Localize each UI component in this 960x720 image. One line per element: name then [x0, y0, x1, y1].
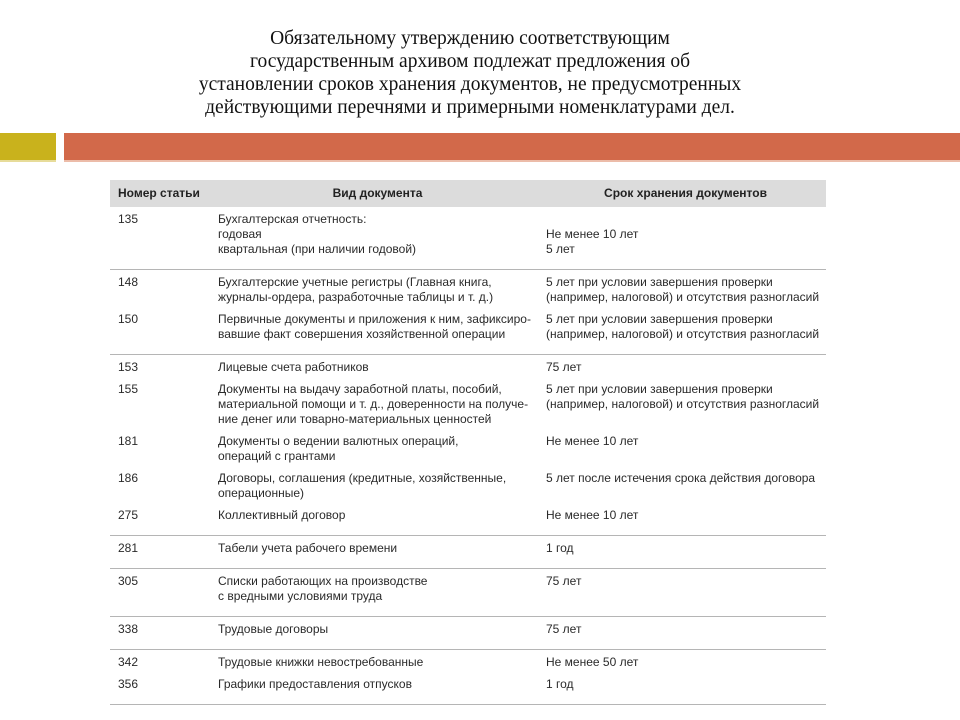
- document-type-line: с вредными условиями труда: [218, 589, 383, 603]
- retention-period-cell: [546, 360, 826, 375]
- retention-period-cell: [546, 434, 826, 464]
- retention-period-line: 1 год: [546, 541, 574, 555]
- article-number-cell: 275: [118, 508, 139, 522]
- document-type-cell: [210, 360, 546, 375]
- title-line: Обязательному утверждению соответствующим: [270, 28, 670, 49]
- table-row: [110, 274, 826, 311]
- decorative-bar: [64, 133, 960, 160]
- article-number-cell: 356: [118, 677, 139, 691]
- article-number-cell: 186: [118, 471, 139, 485]
- bar-divider: [57, 133, 63, 162]
- article-number-cell: 153: [118, 360, 139, 374]
- retention-period-cell: [546, 677, 826, 692]
- document-type-cell: [210, 212, 546, 257]
- table-row: [110, 621, 826, 643]
- article-number-cell: 150: [118, 312, 139, 326]
- retention-period-line: 5 лет: [546, 242, 575, 256]
- header-retention-period: Срок хранения документов: [604, 186, 767, 200]
- document-type-cell: [210, 382, 546, 427]
- decorative-bar-shadow: [64, 160, 960, 162]
- table-row: [110, 211, 826, 263]
- document-type-line: Графики предоставления отпусков: [218, 677, 412, 691]
- retention-period-cell: [546, 508, 826, 523]
- retention-period-line: (например, налоговой) и отсутствия разногласий: [546, 327, 820, 341]
- retention-period-line: Не менее 10 лет: [546, 508, 639, 522]
- article-number-cell: 181: [118, 434, 139, 448]
- table-row-group: [110, 569, 826, 617]
- document-type-cell: [210, 655, 546, 670]
- title-line: действующими перечнями и примерными номенклатурами дел.: [205, 97, 735, 118]
- table-row: [110, 311, 826, 348]
- retention-period-cell: [546, 382, 826, 427]
- table-row-group: [110, 617, 826, 650]
- table-row: [110, 654, 826, 676]
- retention-period-line: (например, налоговой) и отсутствия разногласий: [546, 397, 820, 411]
- accent-bar-shadow: [0, 160, 56, 162]
- table-row: [110, 470, 826, 507]
- retention-period-line: 1 год: [546, 677, 574, 691]
- document-type-line: Документы о ведении валютных операций,: [218, 434, 459, 448]
- retention-period-line: [546, 212, 826, 227]
- document-type-line: Первичные документы и приложения к ним, зафиксиро-: [218, 312, 531, 326]
- table-row: [110, 359, 826, 381]
- table-body: [110, 207, 826, 705]
- document-type-line: квартальная (при наличии годовой): [218, 242, 417, 256]
- document-type-line: материальной помощи и т. д., доверенности на получе-: [218, 397, 529, 411]
- header-article-number: Номер статьи: [118, 186, 200, 200]
- retention-period-cell: [546, 574, 826, 604]
- table-row: [110, 381, 826, 433]
- document-type-line: Коллективный договор: [218, 508, 346, 522]
- retention-period-line: 75 лет: [546, 622, 582, 636]
- table-row: [110, 433, 826, 470]
- retention-period-line: (например, налоговой) и отсутствия разногласий: [546, 290, 820, 304]
- document-type-cell: [210, 275, 546, 305]
- article-number-cell: 148: [118, 275, 139, 289]
- retention-period-line: Не менее 50 лет: [546, 655, 639, 669]
- retention-period-cell: [546, 471, 826, 501]
- document-type-line: Табели учета рабочего времени: [218, 541, 398, 555]
- table-row-group: [110, 650, 826, 705]
- document-type-line: Списки работающих на производстве: [218, 574, 428, 588]
- table-row: [110, 540, 826, 562]
- table-row: [110, 676, 826, 698]
- document-type-line: Документы на выдачу заработной платы, пособий,: [218, 382, 502, 396]
- table-row: [110, 507, 826, 529]
- document-type-cell: [210, 434, 546, 464]
- retention-period-line: Не менее 10 лет: [546, 227, 639, 241]
- document-type-line: Трудовые книжки невостребованные: [218, 655, 424, 669]
- document-type-line: Договоры, соглашения (кредитные, хозяйственные,: [218, 471, 507, 485]
- retention-period-cell: [546, 212, 826, 257]
- document-type-cell: [210, 541, 546, 556]
- title-line: государственным архивом подлежат предложения об: [249, 51, 691, 72]
- title-line: установлении сроков хранения документов, не предусмотренных: [198, 74, 742, 95]
- retention-period-cell: [546, 275, 826, 305]
- retention-period-cell: [546, 655, 826, 670]
- retention-period-line: 5 лет при условии завершения проверки: [546, 382, 773, 396]
- document-type-line: журналы-ордера, разработочные таблицы и т. д.): [218, 290, 494, 304]
- document-type-line: операционные): [218, 486, 304, 500]
- table-header: [110, 180, 826, 207]
- document-type-cell: [210, 677, 546, 692]
- document-type-cell: [210, 508, 546, 523]
- retention-period-cell: [546, 541, 826, 556]
- article-number-cell: 281: [118, 541, 139, 555]
- table-row-group: [110, 355, 826, 536]
- document-type-line: Бухгалтерские учетные регистры (Главная книга,: [218, 275, 492, 289]
- table-row: [110, 573, 826, 610]
- document-type-line: Лицевые счета работников: [218, 360, 369, 374]
- table-row-group: [110, 536, 826, 569]
- document-type-line: ние денег или товарно-материальных ценностей: [218, 412, 492, 426]
- retention-period-line: Не менее 10 лет: [546, 434, 639, 448]
- article-number-cell: 342: [118, 655, 139, 669]
- document-type-line: операций с грантами: [218, 449, 336, 463]
- accent-bar: [0, 133, 56, 160]
- slide-title: [150, 27, 790, 119]
- document-type-line: Бухгалтерская отчетность:: [218, 212, 367, 226]
- document-type-cell: [210, 574, 546, 604]
- document-type-cell: [210, 312, 546, 342]
- retention-period-line: 5 лет после истечения срока действия договора: [546, 471, 816, 485]
- document-type-cell: [210, 471, 546, 501]
- retention-period-line: 5 лет при условии завершения проверки: [546, 312, 773, 326]
- retention-period-line: 75 лет: [546, 360, 582, 374]
- document-type-line: годовая: [218, 227, 262, 241]
- retention-period-cell: [546, 312, 826, 342]
- table-row-group: [110, 270, 826, 355]
- article-number-cell: 135: [118, 212, 139, 226]
- document-type-line: Трудовые договоры: [218, 622, 329, 636]
- article-number-cell: 305: [118, 574, 139, 588]
- table-row-group: [110, 207, 826, 270]
- document-type-cell: [210, 622, 546, 637]
- article-number-cell: 338: [118, 622, 139, 636]
- retention-period-line: 5 лет при условии завершения проверки: [546, 275, 773, 289]
- document-type-line: вавшие факт совершения хозяйственной операции: [218, 327, 506, 341]
- article-number-cell: 155: [118, 382, 139, 396]
- retention-period-line: 75 лет: [546, 574, 582, 588]
- retention-table: [110, 180, 826, 705]
- header-document-type: Вид документа: [332, 186, 423, 200]
- retention-period-cell: [546, 622, 826, 637]
